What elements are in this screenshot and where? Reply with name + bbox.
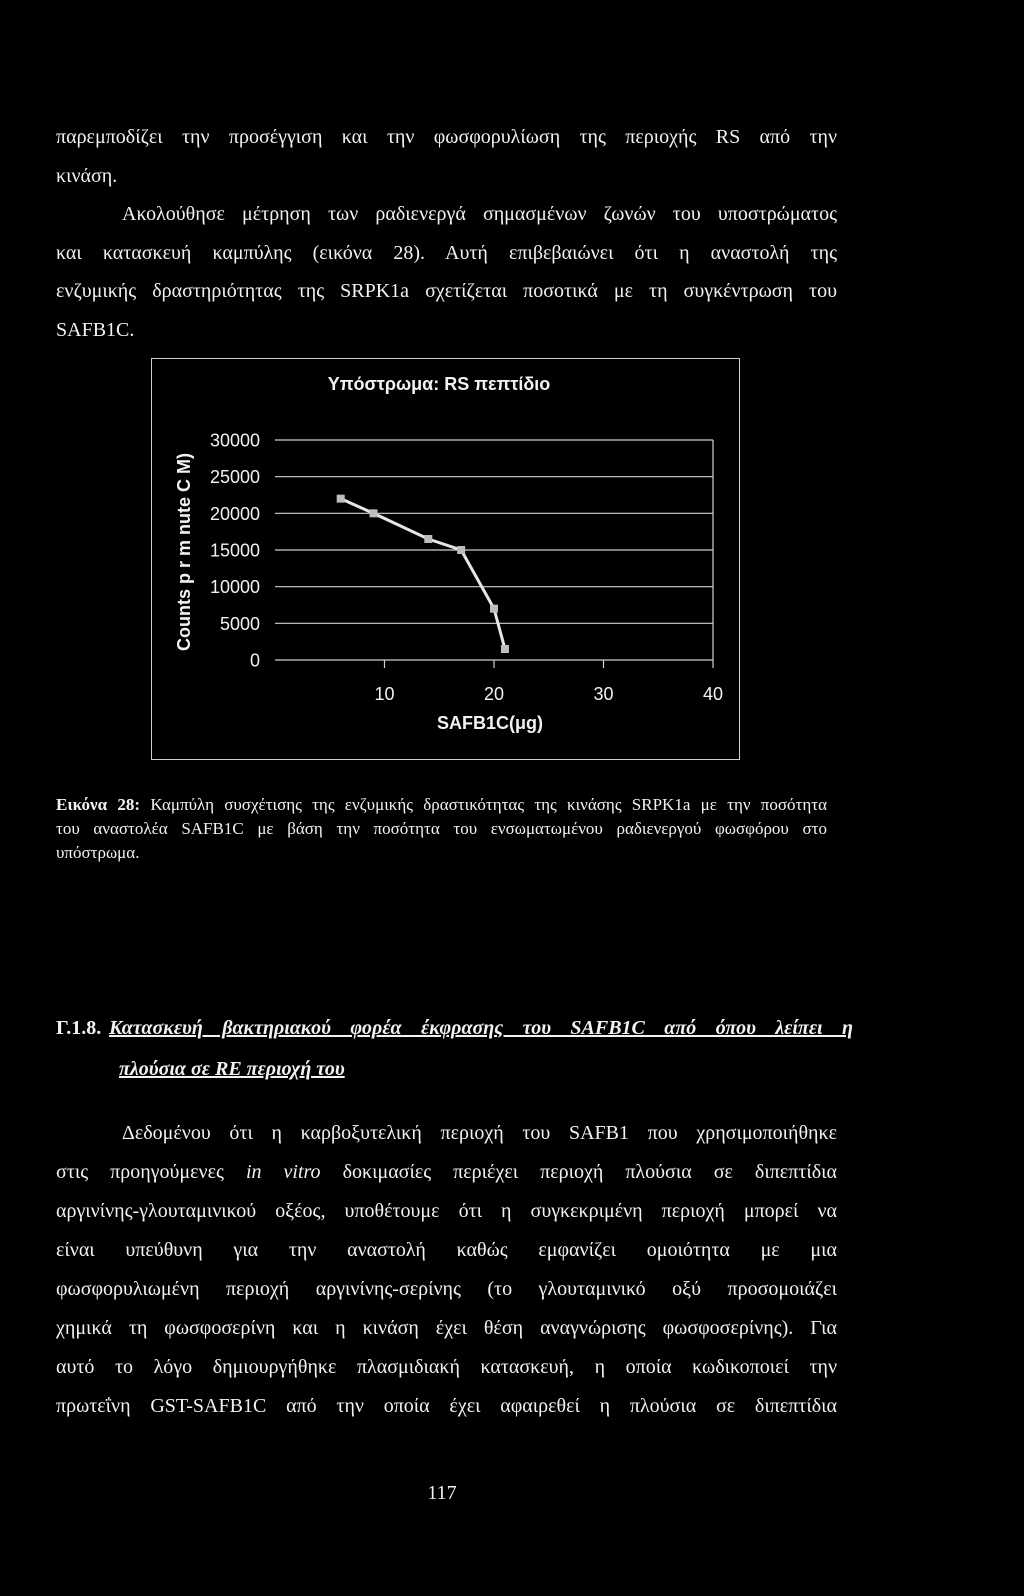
- data-point: [490, 605, 498, 613]
- section-heading: [0, 1008, 1024, 1090]
- paragraph: [56, 1114, 837, 1426]
- x-axis-label: SAFB1C(μg): [436, 713, 544, 733]
- body-line: παρεμποδίζει την προσέγγιση και την φωσφορυλίωση της περιοχής RS από την: [56, 126, 837, 148]
- x-tick-label: 20: [483, 684, 505, 704]
- data-point: [370, 509, 378, 517]
- body-line: [56, 1153, 837, 1192]
- section-title-line: πλούσια σε RE περιοχή του: [119, 1058, 345, 1080]
- body-line: είναι υπεύθυνη για την αναστολή καθώς εμφανίζει ομοιότητα με μια: [56, 1239, 837, 1261]
- figure-caption: [56, 793, 827, 865]
- chart-title: Υπόστρωμα: RS πεπτίδιο: [327, 374, 551, 394]
- body-line: αυτό το λόγο δημιουργήθηκε πλασμιδιακή κατασκευή, η οποία κωδικοποιεί την: [56, 1356, 837, 1378]
- caption-line: του αναστολέα SAFB1C με βάση την ποσότητα του ενσωματωμένου ραδιενεργού φωσφόρου στο: [56, 819, 827, 838]
- body-line: κινάση.: [56, 164, 118, 187]
- text-block-top: [56, 118, 837, 349]
- chart: [152, 359, 739, 759]
- data-point: [424, 535, 432, 543]
- italic-term: in vitro: [245, 1161, 321, 1183]
- data-point: [501, 645, 509, 653]
- page-number: 117: [427, 1482, 457, 1504]
- figure-label: Εικόνα 28:: [56, 795, 141, 814]
- body-line: SAFB1C.: [56, 318, 135, 341]
- caption-text: Καμπύλη συσχέτισης της ενζυμικής δραστικότητας της κινάσης SRPK1a με την ποσότητα: [150, 795, 828, 814]
- section-title-line: Κατασκευή βακτηριακού φορέα έκφρασης του SAFB1C από όπου λείπει η: [109, 1017, 853, 1039]
- y-tick-label: 30000: [209, 430, 260, 451]
- body-line: και κατασκευή καμπύλης (εικόνα 28). Αυτή επιβεβαιώνει ότι η αναστολή της: [56, 241, 837, 264]
- body-line: πρωτεΐνη GST-SAFB1C από την οποία έχει αφαιρεθεί η πλούσια σε διπεπτίδια: [56, 1395, 837, 1417]
- text-run: δοκιμασίες περιέχει περιοχή πλούσια σε διπεπτίδια: [342, 1161, 838, 1183]
- data-line: [341, 499, 505, 649]
- y-tick-label: 25000: [209, 467, 260, 488]
- chart-marks: [210, 431, 723, 705]
- figure-chart: [151, 358, 740, 760]
- x-tick-label: 40: [702, 684, 724, 704]
- x-tick-label: 10: [374, 684, 395, 704]
- y-tick-label: 15000: [209, 540, 260, 561]
- y-tick-label: 0: [249, 650, 260, 671]
- x-tick-label: 30: [593, 684, 614, 704]
- y-tick-label: 10000: [209, 577, 260, 598]
- caption-line: υπόστρωμα.: [56, 843, 140, 862]
- body-line: Ακολούθησε μέτρηση των ραδιενεργά σημασμένων ζωνών του υποστρώματος: [122, 203, 837, 225]
- body-line: φωσφορυλιωμένη περιοχή αργινίνης-σερίνης (το γλουταμινικό οξύ προσομοιάζει: [56, 1278, 837, 1300]
- paragraph: [56, 195, 837, 349]
- paragraph: [56, 118, 837, 195]
- body-line: Δεδομένου ότι η καρβοξυτελική περιοχή του SAFB1 που χρησιμοποιήθηκε: [122, 1122, 837, 1144]
- data-point: [457, 546, 465, 554]
- body-line: αργινίνης-γλουταμινικού οξέος, υποθέτουμε ότι η συγκεκριμένη περιοχή μπορεί να: [56, 1200, 837, 1222]
- y-axis-label: Counts p r m nute C M): [173, 453, 194, 651]
- text-run: στις προηγούμενες: [56, 1161, 224, 1183]
- data-point: [337, 495, 345, 503]
- body-line: ενζυμικής δραστηριότητας της SRPK1a σχετίζεται ποσοτικά με τη συγκέντρωση του: [56, 280, 837, 302]
- caption-line: [56, 793, 827, 817]
- y-tick-label: 20000: [209, 503, 260, 524]
- body-line: χημικά τη φωσφοσερίνη και η κινάση έχει θέση αναγνώρισης φωσφοσερίνης). Για: [56, 1317, 837, 1339]
- section-number: Γ.1.8.: [56, 1017, 102, 1039]
- y-tick-label: 5000: [219, 613, 260, 634]
